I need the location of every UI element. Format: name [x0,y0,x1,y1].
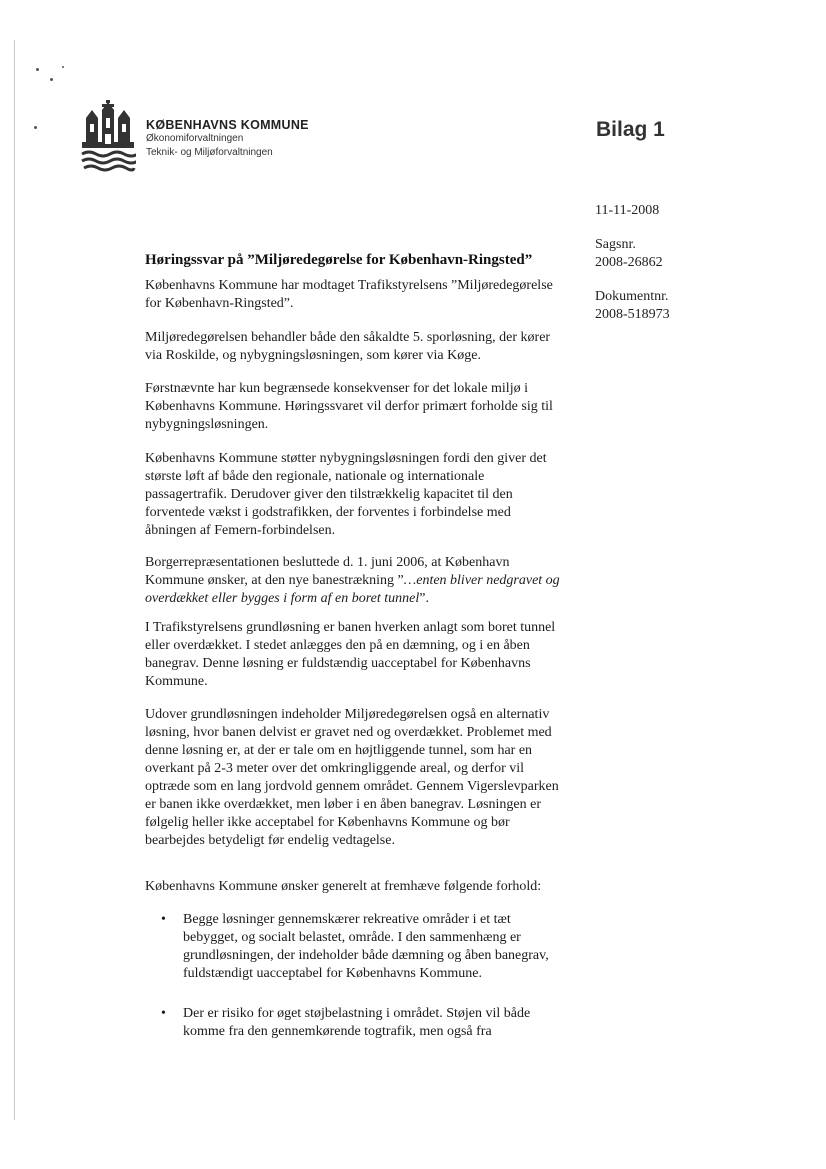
document-date: 11-11-2008 [595,203,660,218]
organisation-block [146,118,309,160]
paragraph: Københavns Kommune har modtaget Trafikstyrelsens ”Miljøredegørelse for København-Ringsted”. [145,278,553,311]
document-number-value: 2008-518973 [595,307,670,322]
document-number-label: Dokumentnr. [595,289,669,304]
list-item: • Der er risiko for øget støjbelastning i området. Støjen vil både komme fra den gennemkørende togtrafik, men også fra [161,1006,531,1039]
paragraph: Københavns Kommune ønsker generelt at fremhæve følgende forhold: [145,879,542,894]
scan-speck [34,126,37,129]
scan-speck [50,78,53,81]
bullet-icon: • [161,1006,166,1021]
quoted-decision: …enten bliver nedgravet og overdækket eller bygges i form af en boret tunnel [145,573,560,606]
copenhagen-coat-of-arms-icon [80,100,136,176]
organisation-name: KØBENHAVNS KOMMUNE [146,118,309,132]
paragraph: I Trafikstyrelsens grundløsning er banen hverken anlagt som boret tunnel eller overdækket. I stedet anlægges den på en dæmning, og i en åben banegrav. Denne løsning er fuldstændig uacceptabel for Københavns Kommune. [145,620,556,689]
list-item: • Begge løsninger gennemskærer rekreative områder i et tæt bebygget, og socialt belastet, område. I den sammenhæng er grundløsningen, der indeholder både dæmning og åben banegrav, fuldstændigt uacceptabel for Københavns Kommune. [161,912,549,981]
paragraph: Borgerrepræsentationen besluttede d. 1. juni 2006, at København Kommune ønsker, at den nye banestrækning ”…enten bliver nedgravet og overdækket eller bygges i form af en boret tunnel”. [145,555,560,606]
scan-speck [62,66,64,68]
paragraph: Københavns Kommune støtter nybygningsløsningen fordi den giver det største løft af både den regionale, nationale og internationale passagertrafik. Derudover giver den tilstrækkelig kapacitet til den forventede vækst i godstrafikken, der forventes i forbindelse med åbningen af Femern-forbindelsen. [145,451,547,538]
case-number-label: Sagsnr. [595,237,636,252]
paragraph: Miljøredegørelsen behandler både den såkaldte 5. sporløsning, der kører via Roskilde, og nybygningsløsningen, som kører via Køge. [145,330,551,363]
department-economy: Økonomiforvaltningen [146,133,244,144]
document-title: Høringssvar på ”Miljøredegørelse for København-Ringsted” [145,252,533,268]
paragraph: Førstnævnte har kun begrænsede konsekvenser for det lokale miljø i Københavns Kommune. Høringssvaret vil derfor primært forholde sig til nybygningsløsningen. [145,381,553,432]
bullet-list [145,911,565,1041]
scan-page-edge [14,40,15,1120]
paragraph: Udover grundløsningen indeholder Miljøredegørelsen også en alternativ løsning, hvor banen delvist er gravet ned og overdækket. Problemet med denne løsning er, at der er tale om en højtliggende tunnel, som har en overkant på 2-3 meter over det omkringliggende areal, og derfor vil optræde som en lang jordvold gennem området. Gennem Vigerslevparken er banen ikke overdækket, men løber i en åben banegrav. Løsningen er følgelig heller ikke acceptabel for Københavns Kommune og bør bearbejdes betydeligt før endelig vedtagelse. [145,707,559,848]
appendix-label: Bilag 1 [596,118,665,141]
case-number-value: 2008-26862 [595,255,663,270]
scan-speck [36,68,39,71]
department-technical: Teknik- og Miljøforvaltningen [146,147,273,158]
bullet-icon: • [161,912,166,927]
